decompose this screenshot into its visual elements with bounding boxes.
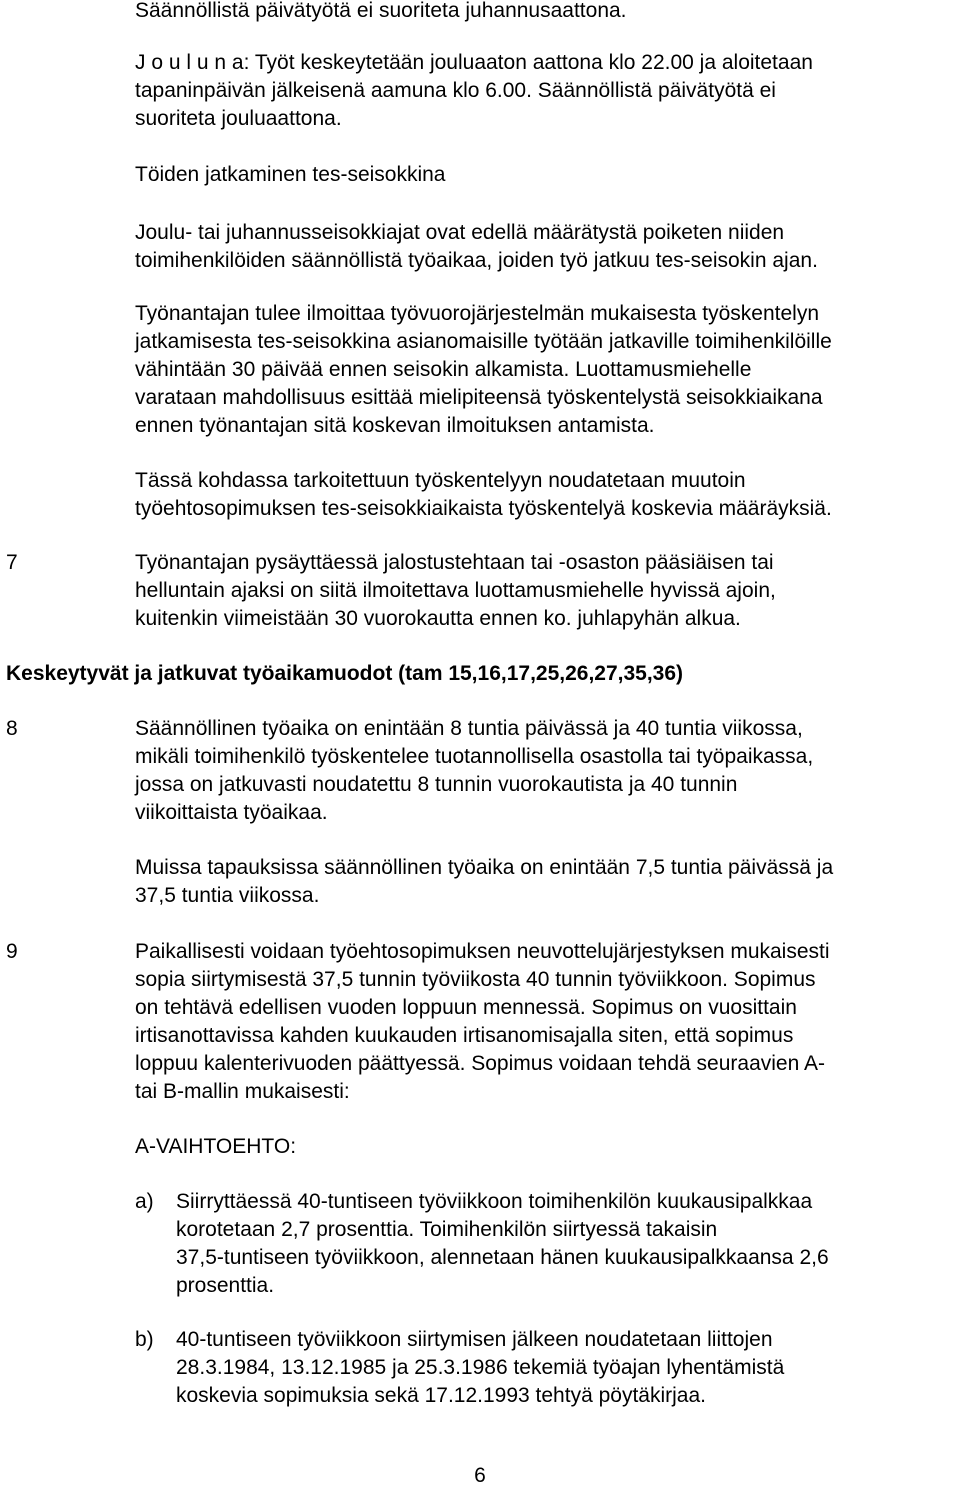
list-item-marker-a: a) — [135, 1190, 154, 1213]
section-9-text: Paikallisesti voidaan työehtosopimuksen neuvottelujärjestyksen mukaisesti sopia siirtymisestä 37,5 tunnin työviikosta 40 tunnin työviikkoon. Sopimus on tehtävä edellisen vuoden loppuun mennessä. Sopimus on vuosittain irtisanottavissa kahden kuukauden irtisanomisajalla siten, että sopimus loppuu kalenterivuoden päättyessä. Sopimus voidaan tehdä seuraavien A- tai B-mallin mukaisesti: — [135, 940, 830, 1103]
section-heading: Keskeytyvät ja jatkuvat työaikamuodot (tam 15,16,17,25,26,27,35,36) — [6, 662, 684, 685]
subheading-tes-shutdown: Töiden jatkaminen tes-seisokkina — [135, 163, 446, 186]
paragraph-other-rules: Tässä kohdassa tarkoitettuun työskentelyyn noudatetaan muutoin työehtosopimuksen tes-seisokkiaikaista työskentelyä koskevia määräyksiä. — [135, 469, 832, 520]
paragraph-shutdown-times: Joulu- tai juhannusseisokkiajat ovat edellä määrätystä poiketen niiden toimihenkilöiden säännöllistä työaikaa, joiden työ jatkuu tes-seisokin ajan. — [135, 221, 818, 272]
option-a-heading: A-VAIHTOEHTO: — [135, 1135, 297, 1158]
section-number-7: 7 — [6, 551, 18, 574]
section-8-text-other-cases: Muissa tapauksissa säännöllinen työaika on enintään 7,5 tuntia päivässä ja 37,5 tuntia viikossa. — [135, 856, 834, 907]
section-7-text: Työnantajan pysäyttäessä jalostustehtaan tai -osaston pääsiäisen tai helluntain ajaksi on siitä ilmoitettava luottamusmiehelle hyvissä ajoin, kuitenkin viimeistään 30 vuorokautta ennen ko. juhlapyhän alkua. — [135, 551, 776, 630]
paragraph-christmas: J o u l u n a: Työt keskeytetään jouluaaton aattona klo 22.00 ja aloitetaan tapaninpäivän jälkeisenä aamuna klo 6.00. Säännöllistä päivätyötä ei suoriteta jouluaattona. — [135, 51, 813, 130]
section-number-9: 9 — [6, 940, 18, 963]
paragraph-midsummer-note: Säännöllistä päivätyötä ei suoriteta juhannusaattona. — [135, 0, 627, 22]
section-8-text: Säännöllinen työaika on enintään 8 tuntia päivässä ja 40 tuntia viikossa, mikäli toimihenkilö työskentelee tuotannollisella osastolla tai työpaikassa, jossa on jatkuvasti noudatettu 8 tunnin vuorokautista ja 40 tunnin viikoittaista työaikaa. — [135, 717, 814, 824]
page-number: 6 — [474, 1464, 486, 1487]
list-item-marker-b: b) — [135, 1328, 154, 1351]
section-number-8: 8 — [6, 717, 18, 740]
list-item-a-text: Siirryttäessä 40-tuntiseen työviikkoon toimihenkilön kuukausipalkkaa korotetaan 2,7 prosenttia. Toimihenkilön siirtyessä takaisin 37,5-tuntiseen työviikkoon, alennetaan hänen kuukausipalkkaansa 2,6 prosenttia. — [176, 1190, 829, 1297]
list-item-b-text: 40-tuntiseen työviikkoon siirtymisen jälkeen noudatetaan liittojen 28.3.1984, 13.12.1985 ja 25.3.1986 tekemiä työajan lyhentämistä koskevia sopimuksia sekä 17.12.1993 tehtyä pöytäkirjaa. — [176, 1328, 785, 1407]
paragraph-employer-notice: Työnantajan tulee ilmoittaa työvuorojärjestelmän mukaisesta työskentelyn jatkamisesta tes-seisokkina asianomaisille työtään jatkaville toimihenkilöille vähintään 30 päivää ennen seisokin alkamista. Luottamusmiehelle varataan mahdollisuus esittää mielipiteensä työskentelystä seisokkiaikana ennen työnantajan sitä koskevan ilmoituksen antamista. — [135, 302, 832, 437]
